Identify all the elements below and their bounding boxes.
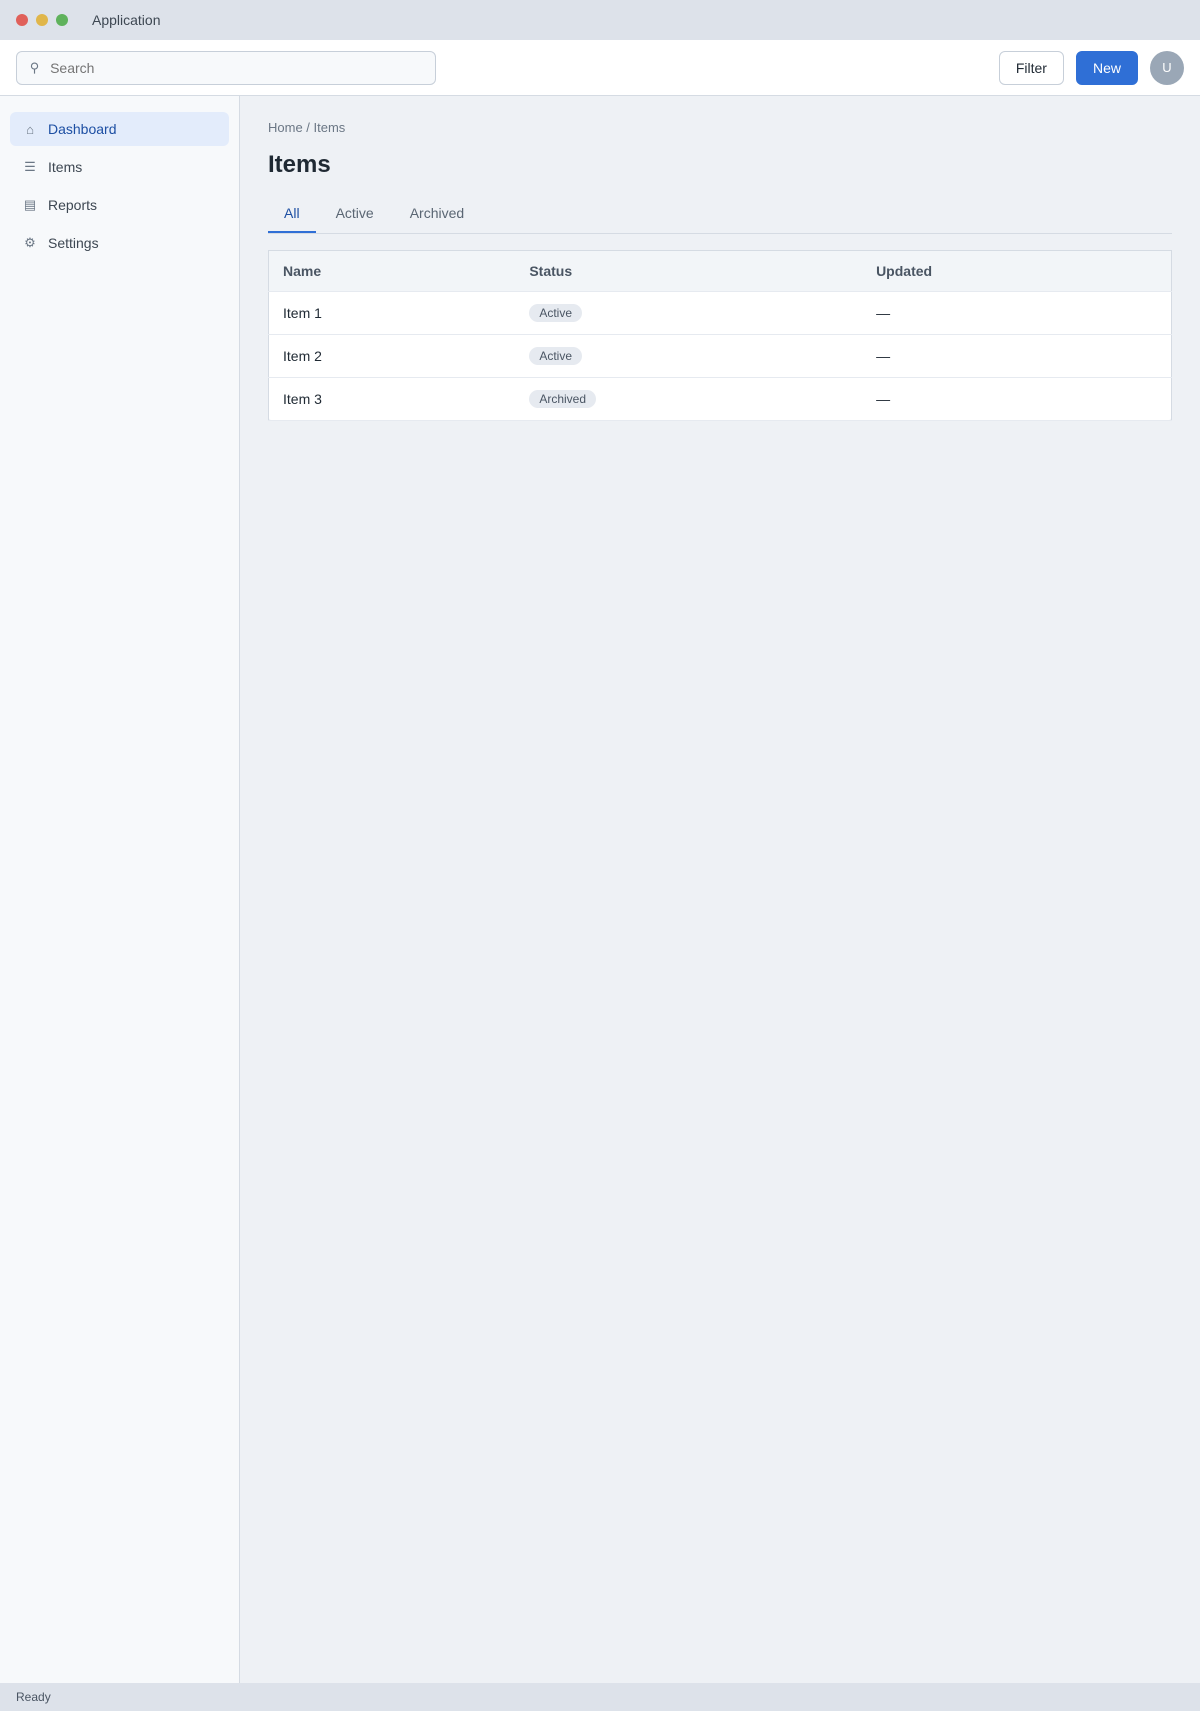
cell-status bbox=[515, 335, 862, 378]
sidebar-item-label: Reports bbox=[48, 197, 98, 213]
table-row[interactable] bbox=[269, 378, 1172, 421]
breadcrumb: Home / Items bbox=[268, 120, 346, 135]
new-button[interactable]: New bbox=[1076, 51, 1138, 85]
cell-name: Item 2 bbox=[269, 335, 516, 378]
home-icon: ⌂ bbox=[26, 121, 34, 137]
sidebar-item-items[interactable] bbox=[10, 150, 229, 184]
title-bar bbox=[0, 0, 1200, 40]
table-row[interactable] bbox=[269, 292, 1172, 335]
column-header-name[interactable]: Name bbox=[269, 251, 516, 292]
tab-archived[interactable]: Archived bbox=[409, 205, 465, 221]
sidebar bbox=[0, 96, 240, 1683]
cell-updated: — bbox=[862, 292, 1171, 335]
chart-icon: ▤ bbox=[23, 197, 37, 212]
column-header-updated[interactable]: Updated bbox=[862, 251, 1171, 292]
sidebar-item-dashboard[interactable] bbox=[10, 112, 229, 146]
gear-icon: ⚙ bbox=[24, 235, 36, 250]
sidebar-item-label: Settings bbox=[48, 235, 99, 251]
table-row[interactable] bbox=[269, 335, 1172, 378]
status-badge: Active bbox=[529, 347, 582, 365]
sidebar-item-reports[interactable] bbox=[10, 188, 229, 222]
cell-status bbox=[515, 292, 862, 335]
filter-button[interactable]: Filter bbox=[999, 51, 1064, 85]
app-body bbox=[0, 96, 1200, 1683]
table-header-row bbox=[269, 251, 1172, 292]
sidebar-item-label: Items bbox=[48, 159, 83, 175]
items-table bbox=[268, 250, 1172, 421]
status-text: Ready bbox=[16, 1690, 51, 1704]
page-title: Items bbox=[268, 151, 331, 178]
cell-updated: — bbox=[862, 335, 1171, 378]
window-title: Application bbox=[92, 12, 161, 28]
cell-name: Item 3 bbox=[269, 378, 516, 421]
tab-bar bbox=[268, 195, 1172, 234]
toolbar bbox=[0, 40, 1200, 96]
tab-active[interactable]: Active bbox=[335, 205, 374, 221]
cell-name: Item 1 bbox=[269, 292, 516, 335]
maximize-window-button[interactable] bbox=[56, 14, 68, 26]
status-badge: Archived bbox=[529, 390, 596, 408]
search-icon: ⚲ bbox=[29, 59, 40, 75]
search-input[interactable] bbox=[50, 60, 425, 76]
close-window-button[interactable] bbox=[16, 14, 28, 26]
search-box[interactable] bbox=[16, 51, 436, 85]
list-icon: ☰ bbox=[24, 159, 36, 174]
avatar[interactable]: U bbox=[1150, 51, 1184, 85]
status-badge: Active bbox=[529, 304, 582, 322]
column-header-status[interactable]: Status bbox=[515, 251, 862, 292]
status-bar bbox=[0, 1683, 1200, 1711]
tab-all[interactable]: All bbox=[268, 195, 316, 233]
cell-updated: — bbox=[862, 378, 1171, 421]
sidebar-item-settings[interactable] bbox=[10, 226, 229, 260]
cell-status bbox=[515, 378, 862, 421]
sidebar-item-label: Dashboard bbox=[48, 121, 117, 137]
main-content bbox=[240, 96, 1200, 1683]
minimize-window-button[interactable] bbox=[36, 14, 48, 26]
